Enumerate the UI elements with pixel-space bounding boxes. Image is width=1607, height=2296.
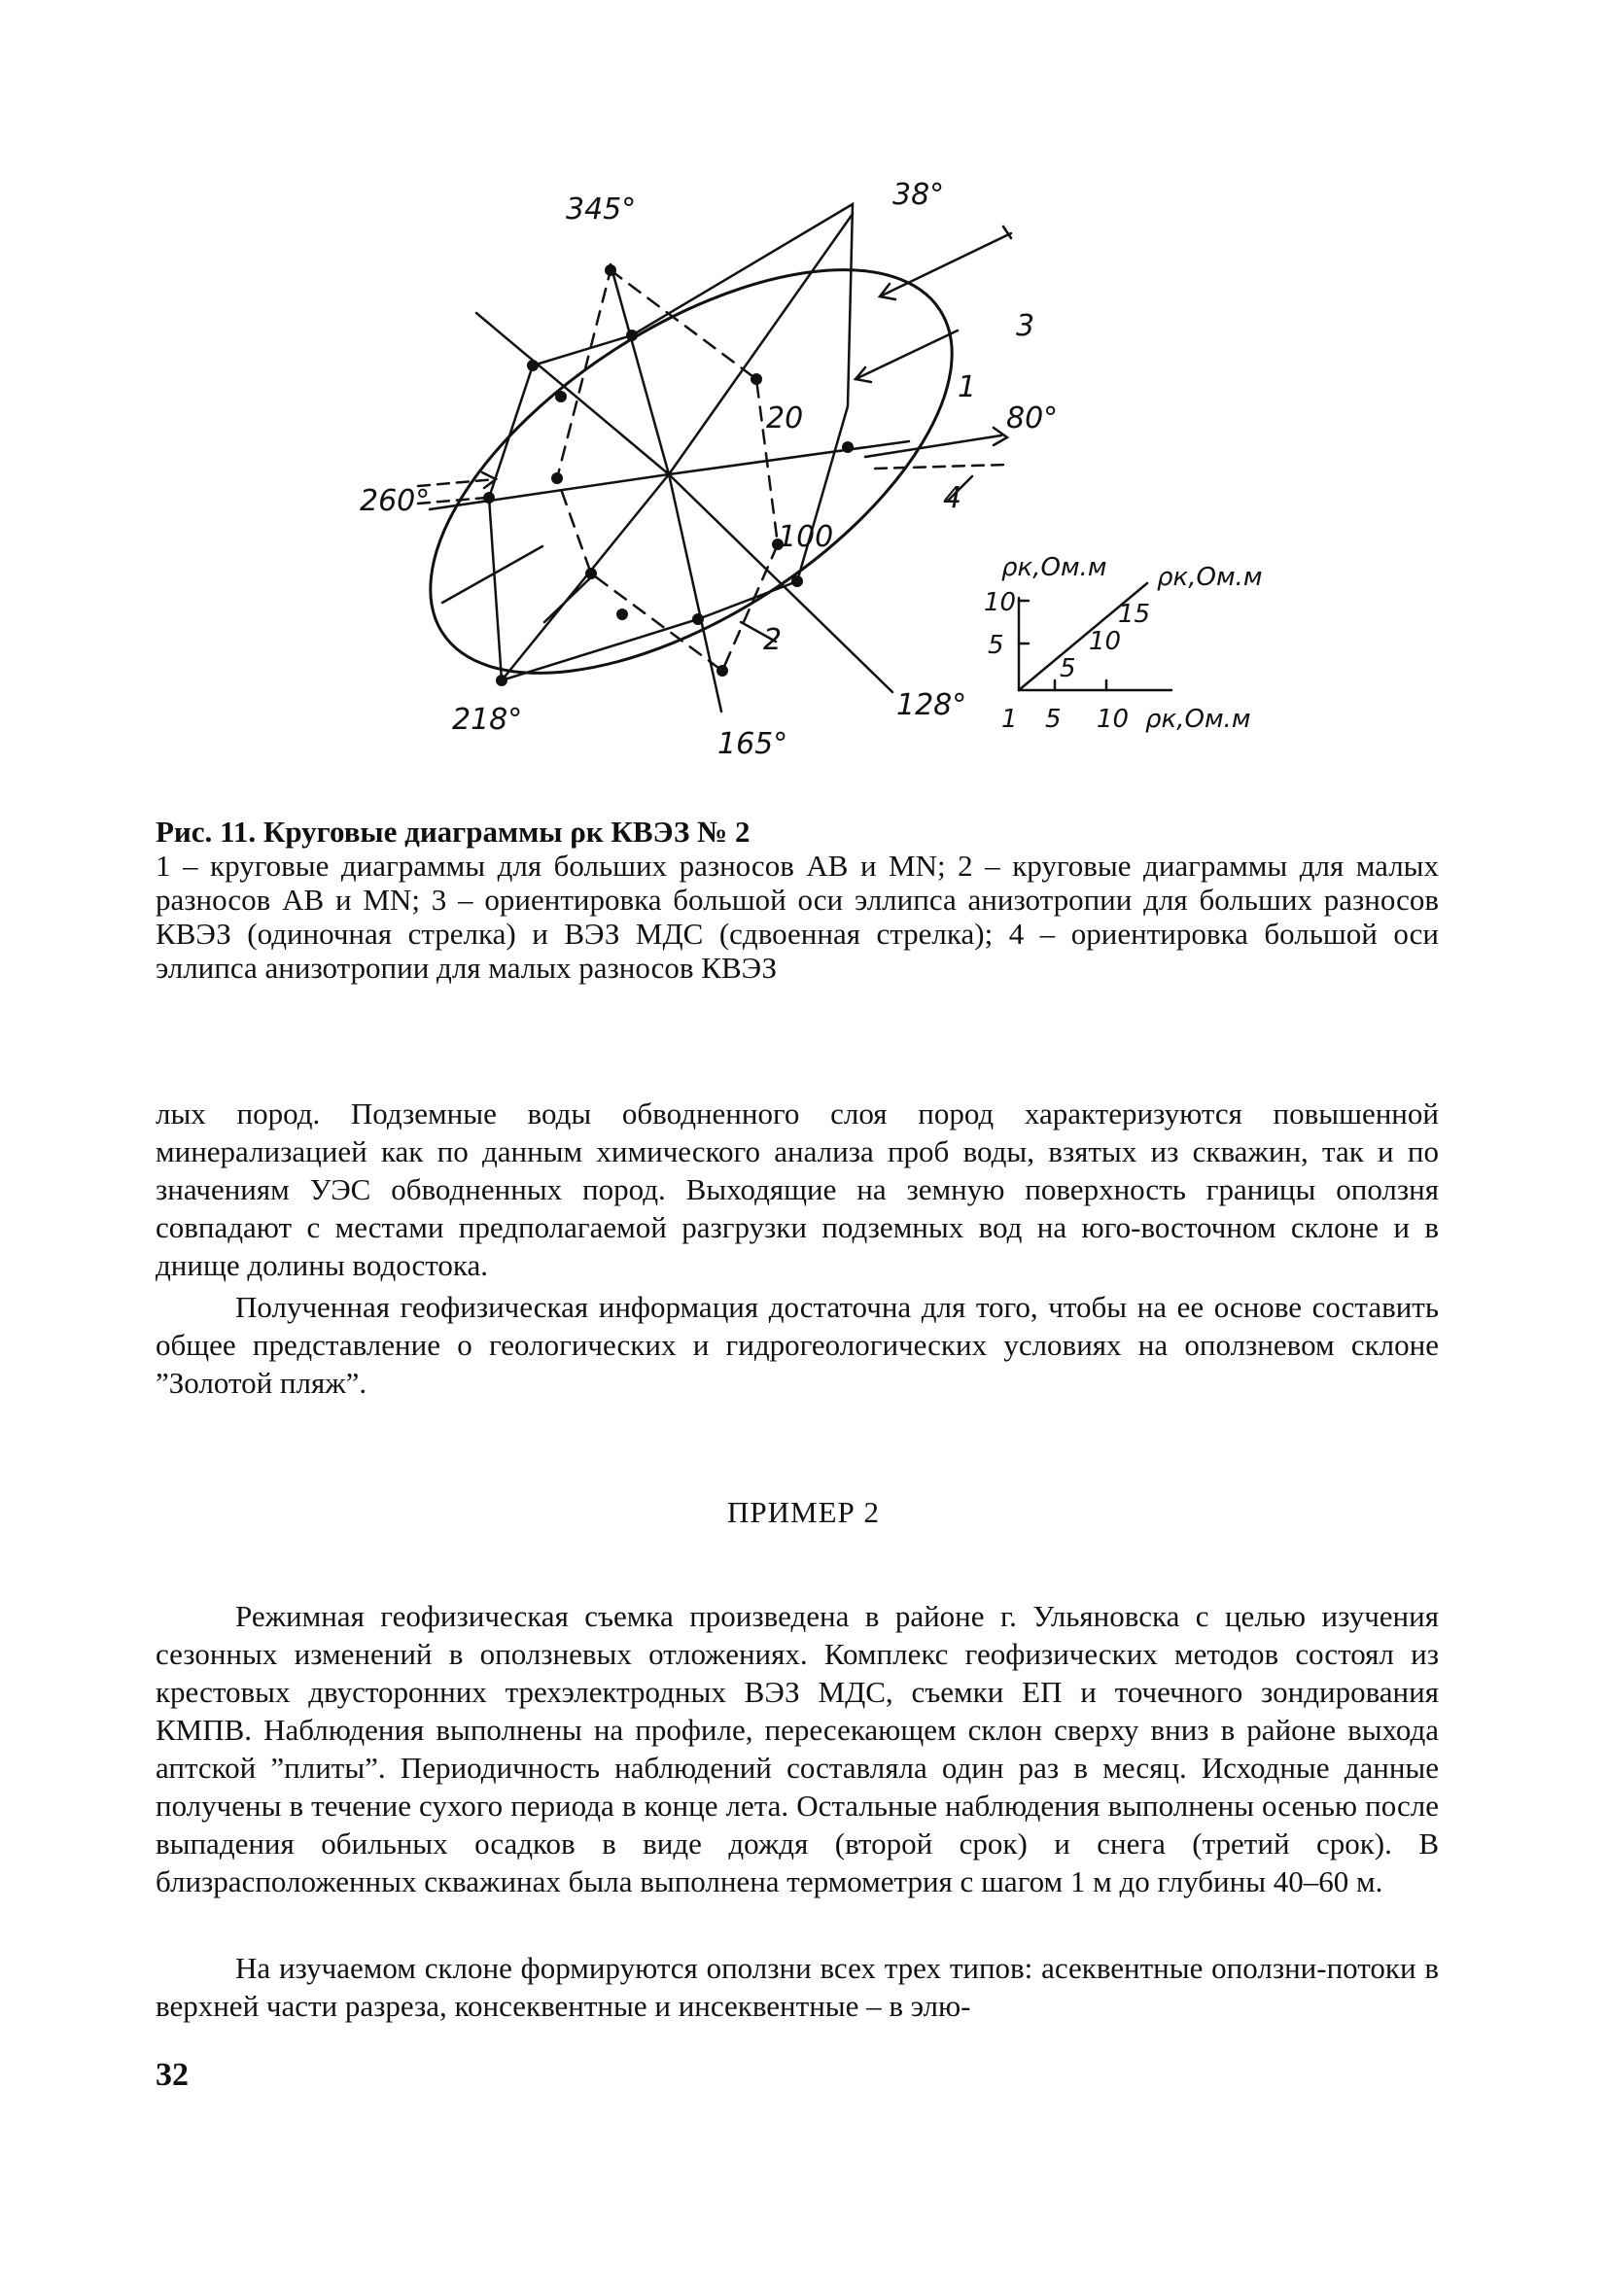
- legend-num-1: 1: [958, 370, 977, 404]
- paragraph-1: лых пород. Подземные воды обводненного слоя пород характеризуются повышенной минерализацией как по данным химического анализа проб воды, взятых из скважин, так и по значениям УЭС обводненных пород. Выходящие на земную поверхность границы оползня совпадают с местами предполагаемой разгрузки подземных вод на юго-восточном склоне и в днище долины водостока.: [156, 1096, 1439, 1282]
- scale-x-tick-10: 10: [1097, 705, 1130, 734]
- caption-body: 1 – круговые диаграммы для больших разносов AB и MN; 2 – круговые диаграммы для малых разносов AB и MN; 3 – ориентировка большой оси эллипса анизотропии для больших разносов КВЭЗ (одиночная стрелка) и ВЭЗ МДС (сдвоенная стрелка); 4 – ориентировка большой оси эллипса анизотропии для малых разносов КВЭЗ: [156, 849, 1439, 985]
- legend-num-2: 2: [763, 623, 783, 657]
- angle-128: 128°: [896, 688, 967, 722]
- scale-y-tick-10: 10: [984, 588, 1017, 617]
- angle-38: 38°: [892, 178, 945, 212]
- circular-diagram-figure: [0, 0, 1607, 778]
- figure-caption: [156, 815, 1439, 985]
- paragraph-2: Полученная геофизическая информация достаточна для того, чтобы на ее основе составить общее представление о геологических и гидрогеологических условиях на оползневом склоне ”Золотой пляж”.: [156, 1290, 1439, 1400]
- scale-x-tick-5: 5: [1045, 705, 1062, 734]
- scale-x-label: ρк,Ом.м: [1145, 705, 1251, 734]
- label-20: 20: [766, 401, 804, 435]
- scale-x-tick-1: 1: [1001, 705, 1018, 734]
- legend-num-4: 4: [943, 481, 962, 515]
- scale-y-label: ρк,Ом.м: [1001, 553, 1107, 582]
- angle-165: 165°: [717, 727, 788, 761]
- ray-38: [669, 214, 853, 474]
- scale-diag-label: ρк,Ом.м: [1157, 563, 1263, 592]
- scale-diag-tick-5: 5: [1060, 654, 1076, 683]
- section-heading: ПРИМЕР 2: [726, 1495, 880, 1529]
- angle-260: 260°: [360, 484, 431, 518]
- label-100: 100: [778, 520, 834, 554]
- legend-num-3: 3: [1016, 309, 1035, 343]
- scale-diag-tick-10: 10: [1089, 627, 1122, 656]
- ray-80: [669, 441, 909, 474]
- angle-218: 218°: [452, 703, 523, 737]
- angle-345: 345°: [566, 192, 637, 226]
- page-number: 32: [156, 2057, 189, 2093]
- scale-diag-tick-15: 15: [1118, 600, 1151, 629]
- ray-218: [502, 474, 669, 680]
- caption-title: Рис. 11. Круговые диаграммы ρк КВЭЗ № 2: [156, 815, 751, 849]
- ray-165: [669, 474, 721, 712]
- ray-345: [611, 264, 669, 474]
- paragraph-4: На изучаемом склоне формируются оползни всех трех типов: асеквентные оползни-потоки в верхней части разреза, консеквентные и инсеквентные – в элю-: [156, 1951, 1439, 2023]
- ray-128: [669, 474, 892, 692]
- scale-y-tick-5: 5: [988, 631, 1004, 660]
- angle-80: 80°: [1006, 401, 1059, 435]
- paragraph-3: Режимная геофизическая съемка произведена в районе г. Ульяновска с целью изучения сезонных изменений в оползневых отложениях. Комплекс геофизических методов состоял из крестовых двусторонних трехэлектродных ВЭЗ МДС, съемки ЕП и точечного зондирования КМПВ. Наблюдения выполнены на профиле, пересекающем склон сверху вниз в районе выхода аптской ”плиты”. Периодичность наблюдений составляла один раз в месяц. Исходные данные получены в течение сухого периода в конце лета. Остальные наблюдения выполнены осенью после выпадения обильных осадков в виде дождя (второй срок) и снега (третий срок). В близрасположенных скважинах была выполнена термометрия с шагом 1 м до глубины 40–60 м.: [156, 1599, 1439, 1898]
- polygon-large-spacing: [489, 204, 853, 680]
